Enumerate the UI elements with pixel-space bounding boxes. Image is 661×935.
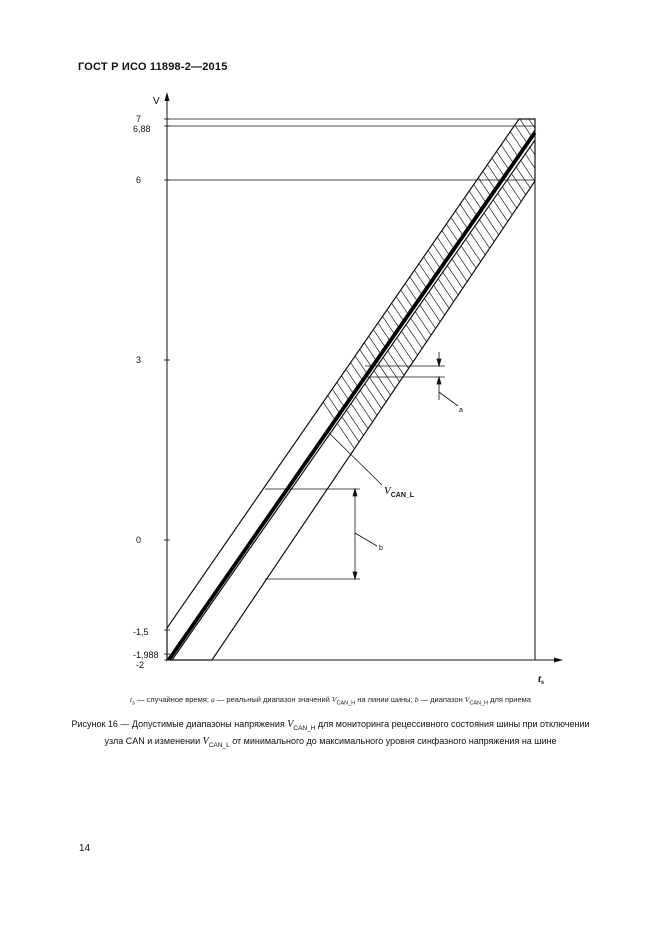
standard-header: ГОСТ Р ИСО 11898-2—2015: [78, 61, 228, 73]
upper-hatched-band: [120, 100, 661, 680]
y-tick-label-neg-1-988: -1,988: [133, 650, 159, 660]
x-axis-label: ts: [538, 673, 544, 686]
y-tick-label-6: 6: [136, 175, 142, 185]
vcan-l-line: [169, 133, 535, 660]
y-tick-label-3: 3: [136, 355, 142, 365]
vcan-l-label: $V_{CAN\_L}$: [384, 485, 415, 499]
x-axis-arrow: [554, 658, 563, 663]
figure-legend: $t_s$ — случайное время; a — реальный диапазон значений $V_{CAN\_H}$ на линии шины; b — диапазон $V_{CAN\_H}$ для приема: [130, 695, 531, 707]
y-axis-label: V: [153, 96, 160, 107]
vcan-l-leader: [329, 433, 382, 485]
y-tick-label-6-88: 6,88: [133, 124, 151, 134]
y-tick-label-0: 0: [136, 535, 142, 545]
y-tick-label-neg-2: -2: [136, 660, 145, 670]
annotation-b-label: b: [379, 545, 383, 552]
y-tick-label-neg-1-5: -1,5: [133, 627, 149, 637]
lower-hatched-band: [120, 100, 661, 680]
annotation-a-label: a: [459, 407, 463, 414]
y-tick-label-7: 7: [136, 114, 142, 124]
y-axis-arrow: [165, 92, 170, 101]
page-number: 14: [79, 843, 91, 854]
figure-caption: Рисунок 16 — Допустимые диапазоны напряжения $V_{CAN\_H}$ для мониторинга рецессивного состояния шины при отключении узла CAN и изменении $V_{CAN\_L}$ от минимального до максимального уровня синфазного напряжения на шине: [71, 719, 590, 749]
